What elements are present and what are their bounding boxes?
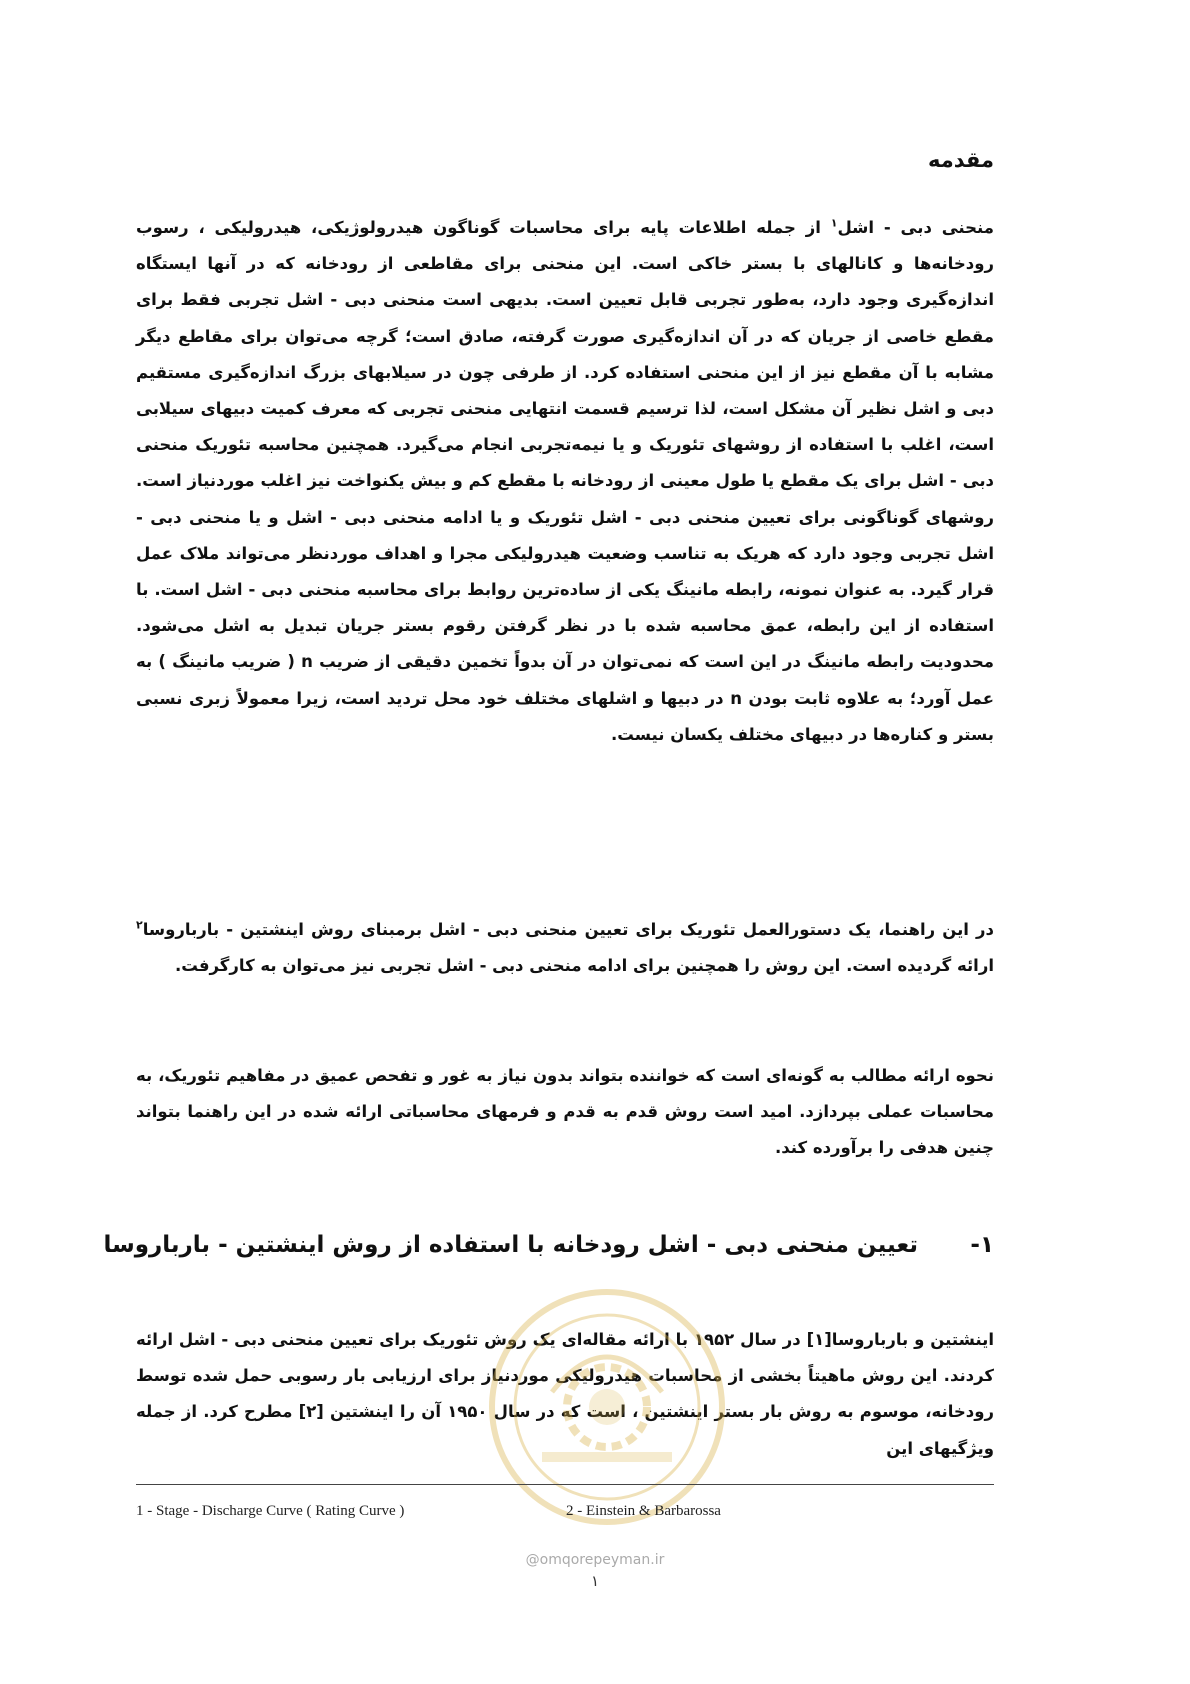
page-number: ۱ [590, 1572, 600, 1590]
watermark-url: @omqorepeyman.ir [525, 1552, 665, 1568]
paragraph-intro-body: از جمله اطلاعات پایه برای محاسبات گوناگون هیدرولوژیکی، هیدرولیکی ، رسوب رودخانه‌ها و کانالهای با بستر خاکی است. این منحنی برای مقاطعی از رودخانه که در آنها ایستگاه اندازه‌گیری وجود دارد، به‌طور تجربی قابل تعیین است. بدیهی است منحنی دبی - اشل تجربی فقط برای مقطع خاصی از جریان که در آن اندازه‌گیری صورت گرفته، صادق است؛ گرچه می‌توان برای مقاطع دیگر مشابه با آن مقطع نیز از این منحنی استفاده کرد. از طرفی چون در سیلابهای بزرگ اندازه‌گیری مستقیم دبی و اشل نظیر آن مشکل است، لذا ترسیم قسمت انتهایی منحنی تجربی که معرف کمیت دبیهای سیلابی است، اغلب با استفاده از روشهای تئوریک و یا نیمه‌تجربی انجام می‌گیرد. همچنین محاسبه تئوریک منحنی دبی - اشل برای یک مقطع یا طول معینی از رودخانه با مقطع کم و بیش یکنواخت نیز اغلب موردنیاز است. روشهای گوناگونی برای تعیین منحنی دبی - اشل تئوریک و یا ادامه منحنی دبی - اشل و یا منحنی دبی - اشل تجربی وجود دارد که هریک به تناسب وضعیت هیدرولیکی مجرا و اهداف موردنظر می‌تواند ملاک عمل قرار گیرد. به عنوان نمونه، رابطه مانینگ یکی از ساده‌ترین روابط برای محاسبه منحنی دبی - اشل است. با استفاده از این رابطه، عمق محاسبه شده با در نظر گرفتن رقوم بستر جریان تبدیل به اشل می‌شود. محدودیت رابطه مانینگ در این است که نمی‌توان در آن بدواً تخمین دقیقی از ضریب n ( ضریب مانینگ ) به عمل آورد؛ به علاوه ثابت بودن n در دبیها و اشلهای مختلف خود محل تردید است، زیرا معمولاً زبری نسبی بستر و کناره‌ها در دبیهای مختلف یکسان نیست. [136, 218, 994, 744]
paragraph-intro [136, 210, 994, 753]
paragraph-method [136, 912, 994, 984]
section-number: ۱- [970, 1232, 994, 1258]
footnote-ref-2: ۲ [136, 918, 143, 932]
paragraph-intro-lead: منحنی دبی - اشل [837, 218, 994, 237]
footnote-1: 1 - Stage - Discharge Curve ( Rating Curve ) [136, 1503, 405, 1519]
footnote-divider [136, 1484, 994, 1485]
footnote-ref-1: ۱ [830, 216, 838, 230]
paragraph-section-1: اینشتین و بارباروسا[۱] در سال ۱۹۵۲ با ارائه مقاله‌ای یک روش تئوریک برای تعیین منحنی دبی - اشل ارائه کردند. این روش ماهیتاً بخشی از محاسبات هیدرولیکی موردنیاز برای ارزیابی بار رسوبی حمل شده توسط رودخانه، موسوم به روش بار بستر اینشتین ، است که در سال ۱۹۵۰ آن را اینشتین [۲] مطرح کرد. از جمله ویژگیهای این [136, 1330, 995, 1458]
footnote-2: 2 - Einstein & Barbarossa [566, 1503, 721, 1519]
paragraph-method-body: ارائه گردیده است. این روش را همچنین برای ادامه منحنی دبی - اشل تجربی نیز می‌توان به کارگرفت. [174, 956, 994, 976]
paragraph-purpose: نحوه ارائه مطالب به گونه‌ای است که خواننده بتواند بدون نیاز به غور و تفحص عمیق در مفاهیم تئوریک، به محاسبات عملی بپردازد. امید است روش قدم به قدم و فرمهای محاسباتی ارائه شده در این راهنما بتواند چنین هدفی را برآورده کند. [136, 1066, 994, 1158]
paragraph-method-lead: در این راهنما، یک دستورالعمل تئوریک برای تعیین منحنی دبی - اشل برمبنای روش اینشتین - بارباروسا [142, 920, 994, 939]
section-title: تعیین منحنی دبی - اشل رودخانه با استفاده از روش اینشتین - بارباروسا [103, 1232, 918, 1258]
page-title: مقدمه [928, 148, 994, 172]
watermark-seal-icon [482, 1282, 732, 1532]
